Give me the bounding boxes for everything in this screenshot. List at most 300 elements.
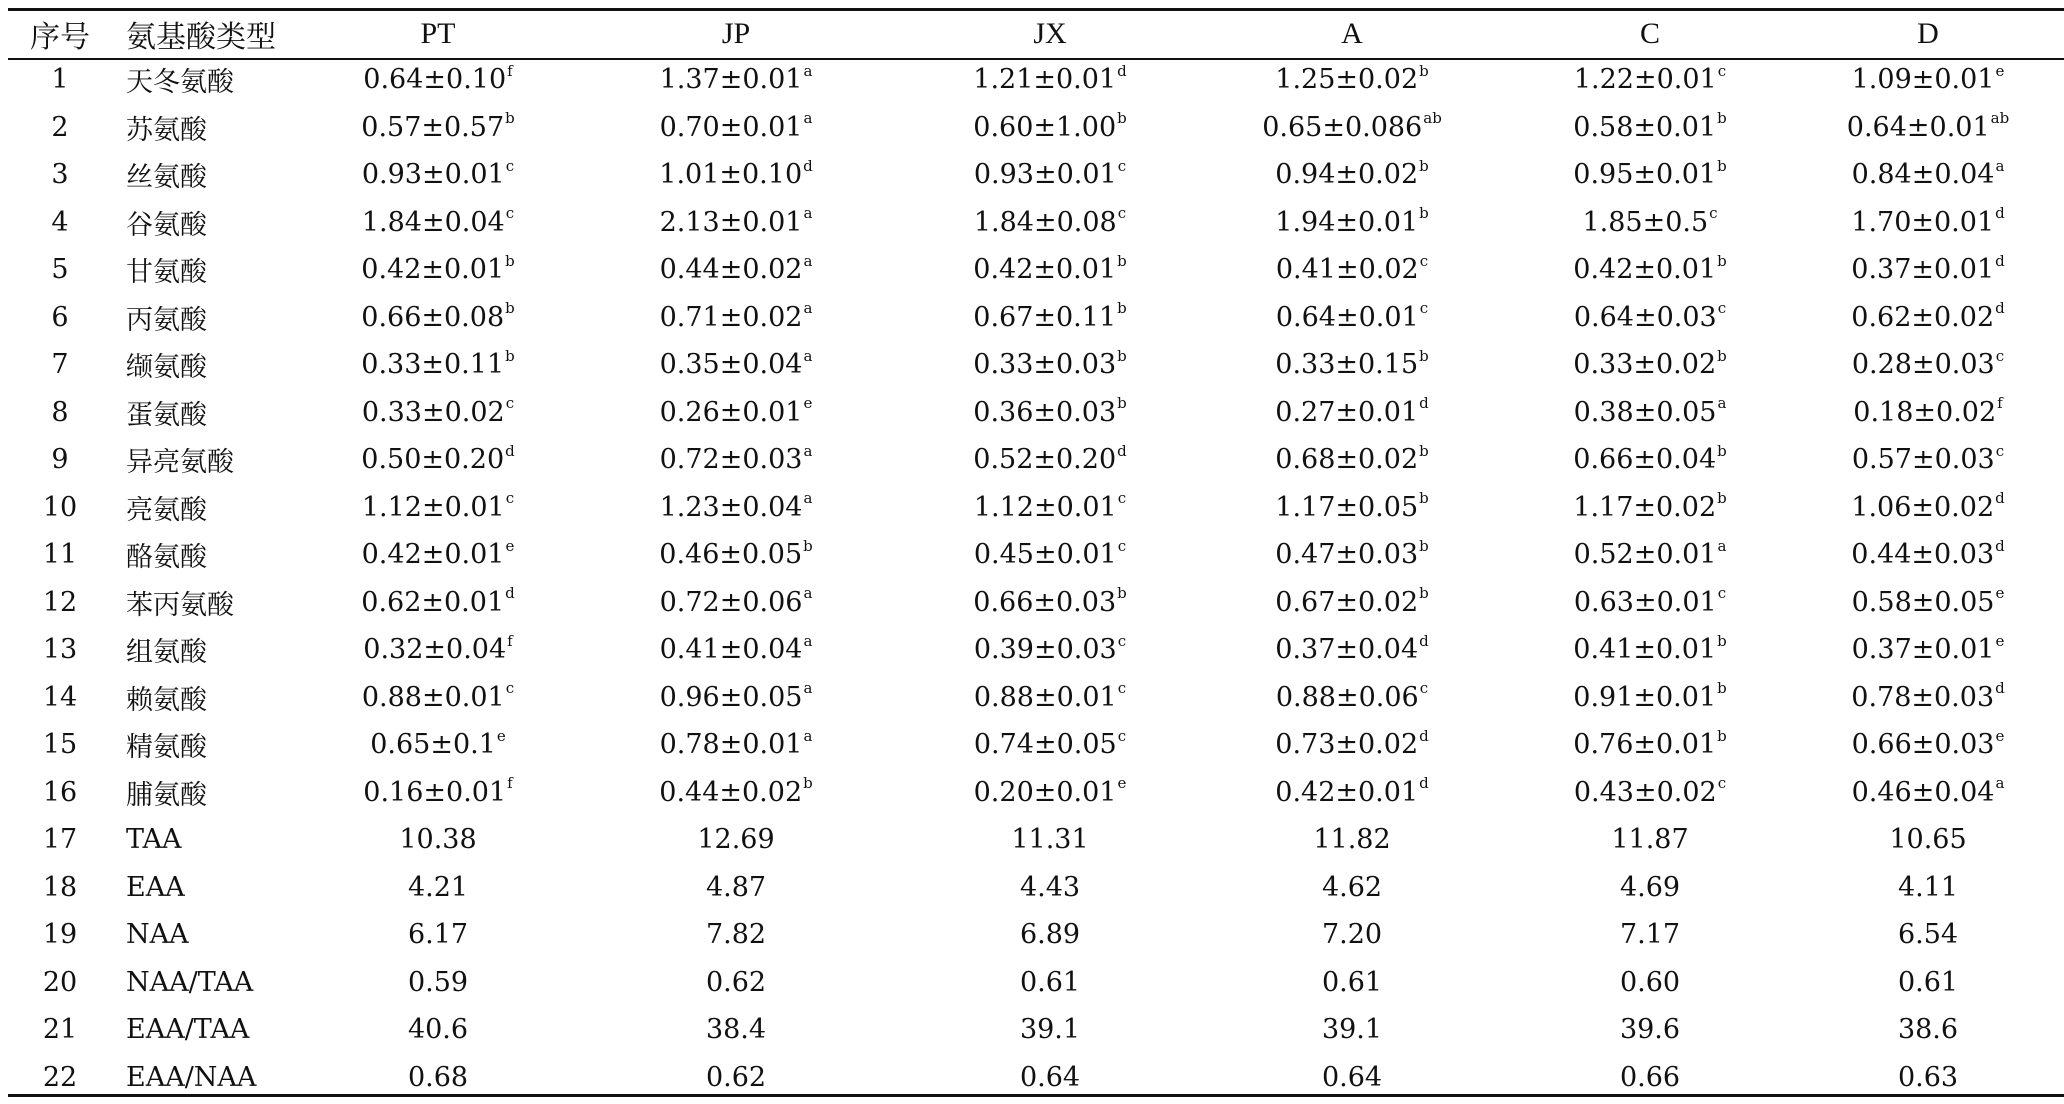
significance-letter: b	[1419, 346, 1429, 365]
significance-letter: b	[1717, 109, 1727, 128]
value-cell	[905, 389, 1195, 437]
value-cell	[1783, 911, 2064, 959]
significance-letter: b	[1419, 441, 1429, 460]
table-row	[0, 959, 2064, 1007]
value-text: 6.89	[1019, 919, 1081, 951]
value-text: 1.21±0.01	[973, 64, 1117, 96]
significance-letter: e	[1117, 774, 1127, 793]
value-text: 7.20	[1321, 919, 1383, 951]
value-cell	[905, 626, 1195, 674]
value-text: 1.23±0.04	[659, 491, 803, 523]
significance-letter: a	[1717, 394, 1727, 413]
value-text: 0.66±0.03	[973, 586, 1117, 618]
column-header: C	[1639, 16, 1660, 50]
value-text: 0.62	[705, 966, 767, 998]
value-cell	[905, 199, 1195, 247]
column-header: D	[1917, 16, 1939, 50]
value-cell	[1783, 1054, 2064, 1102]
row-number: 3	[51, 159, 69, 191]
value-cell	[905, 769, 1195, 817]
significance-letter: f	[507, 631, 513, 650]
value-text: 0.64±0.03	[1573, 301, 1717, 333]
significance-letter: c	[1117, 204, 1127, 223]
value-cell	[293, 911, 583, 959]
amino-acid-name: NAA/TAA	[126, 966, 254, 998]
significance-letter: a	[1995, 156, 2005, 175]
value-cell	[1207, 104, 1497, 152]
value-cell	[591, 816, 881, 864]
significance-letter: c	[1419, 299, 1429, 318]
value-text: 0.42±0.01	[361, 254, 505, 286]
value-text: 0.96±0.05	[659, 681, 803, 713]
row-number: 10	[42, 491, 78, 523]
significance-letter: d	[1995, 489, 2005, 508]
value-cell	[1207, 959, 1497, 1007]
value-cell	[293, 484, 583, 532]
value-text: 0.66	[1619, 1061, 1681, 1093]
significance-letter: c	[1717, 774, 1727, 793]
value-text: 0.36±0.03	[973, 396, 1117, 428]
value-cell	[591, 531, 881, 579]
value-text: 1.17±0.05	[1275, 491, 1419, 523]
significance-letter: c	[1117, 536, 1127, 555]
significance-letter: b	[505, 346, 515, 365]
significance-letter: b	[803, 774, 813, 793]
value-cell	[591, 294, 881, 342]
value-cell	[591, 959, 881, 1007]
value-text: 0.84±0.04	[1851, 159, 1995, 191]
value-text: 0.33±0.03	[973, 349, 1117, 381]
value-cell	[293, 151, 583, 199]
row-number: 7	[51, 349, 69, 381]
value-cell	[1505, 721, 1795, 769]
value-text: 0.91±0.01	[1573, 681, 1717, 713]
value-text: 1.84±0.08	[973, 206, 1117, 238]
value-cell	[1783, 626, 2064, 674]
row-number: 22	[42, 1061, 78, 1093]
value-cell	[591, 389, 881, 437]
value-text: 0.37±0.01	[1851, 634, 1995, 666]
value-text: 0.50±0.20	[361, 444, 505, 476]
value-cell	[591, 674, 881, 722]
significance-letter: a	[803, 251, 813, 270]
value-cell	[293, 531, 583, 579]
value-text: 0.64	[1019, 1061, 1081, 1093]
value-text: 0.44±0.02	[659, 776, 803, 808]
column-header: JP	[721, 16, 751, 50]
value-cell	[1783, 769, 2064, 817]
value-text: 0.66±0.08	[361, 301, 505, 333]
value-cell	[293, 816, 583, 864]
value-text: 0.46±0.05	[659, 539, 803, 571]
value-cell	[1505, 531, 1795, 579]
significance-letter: c	[1709, 204, 1718, 223]
value-cell	[1207, 341, 1497, 389]
row-number: 17	[42, 824, 78, 856]
significance-letter: b	[1717, 441, 1727, 460]
significance-letter: c	[1117, 679, 1127, 698]
value-text: 0.73±0.02	[1275, 729, 1419, 761]
value-text: 0.62±0.01	[361, 586, 505, 618]
value-cell	[905, 104, 1195, 152]
value-cell	[1505, 579, 1795, 627]
significance-letter: f	[507, 774, 513, 793]
value-cell	[905, 721, 1195, 769]
value-text: 0.47±0.03	[1275, 539, 1419, 571]
row-number: 20	[42, 966, 78, 998]
value-cell	[1505, 341, 1795, 389]
significance-letter: b	[1717, 346, 1727, 365]
value-cell	[1207, 816, 1497, 864]
value-text: 1.84±0.04	[361, 206, 505, 238]
value-text: 0.27±0.01	[1275, 396, 1419, 428]
row-number: 14	[42, 681, 78, 713]
significance-letter: c	[505, 204, 515, 223]
value-cell	[1505, 389, 1795, 437]
amino-acid-name: 酪氨酸	[126, 542, 207, 574]
value-text: 0.41±0.01	[1573, 634, 1717, 666]
significance-letter: b	[1419, 489, 1429, 508]
value-text: 0.65±0.086	[1262, 111, 1423, 143]
value-text: 0.58±0.05	[1851, 586, 1995, 618]
table-row	[0, 246, 2064, 294]
significance-letter: ab	[1990, 109, 2010, 128]
value-cell	[591, 341, 881, 389]
row-number: 15	[42, 729, 78, 761]
value-cell	[1505, 911, 1795, 959]
row-number: 9	[51, 444, 69, 476]
value-text: 1.85±0.5	[1582, 206, 1709, 238]
table-row	[0, 864, 2064, 912]
significance-letter: b	[803, 536, 813, 555]
value-cell	[591, 579, 881, 627]
value-cell	[293, 959, 583, 1007]
value-cell	[1505, 769, 1795, 817]
value-text: 1.25±0.02	[1275, 64, 1419, 96]
significance-letter: c	[1419, 679, 1429, 698]
significance-letter: a	[803, 299, 813, 318]
table-row	[0, 104, 2064, 152]
value-text: 0.78±0.01	[659, 729, 803, 761]
value-text: 0.20±0.01	[973, 776, 1117, 808]
significance-letter: d	[1995, 251, 2005, 270]
value-text: 4.69	[1619, 871, 1681, 903]
value-text: 0.62±0.02	[1851, 301, 1995, 333]
value-cell	[1207, 769, 1497, 817]
value-text: 0.71±0.02	[659, 301, 803, 333]
value-text: 0.64	[1321, 1061, 1383, 1093]
significance-letter: c	[1995, 346, 2005, 365]
significance-letter: b	[1117, 394, 1127, 413]
value-text: 1.22±0.01	[1573, 64, 1717, 96]
value-text: 4.87	[705, 871, 767, 903]
value-text: 1.12±0.01	[361, 491, 505, 523]
value-text: 1.37±0.01	[659, 64, 803, 96]
value-text: 0.72±0.03	[659, 444, 803, 476]
value-text: 0.63	[1897, 1061, 1959, 1093]
value-cell	[591, 246, 881, 294]
value-text: 39.1	[1321, 1014, 1383, 1046]
value-cell	[1505, 626, 1795, 674]
value-cell	[905, 1006, 1195, 1054]
significance-letter: a	[1995, 774, 2005, 793]
row-number: 8	[51, 396, 69, 428]
value-text: 1.94±0.01	[1275, 206, 1419, 238]
significance-letter: a	[803, 109, 813, 128]
significance-letter: c	[1419, 251, 1429, 270]
value-cell	[905, 341, 1195, 389]
value-cell	[293, 436, 583, 484]
value-text: 0.42±0.01	[361, 539, 505, 571]
value-cell	[905, 436, 1195, 484]
amino-acid-name: 异亮氨酸	[126, 447, 234, 479]
amino-acid-name: 苯丙氨酸	[126, 589, 234, 621]
value-cell	[1783, 864, 2064, 912]
significance-letter: d	[1995, 299, 2005, 318]
significance-letter: d	[1995, 536, 2005, 555]
table-row	[0, 294, 2064, 342]
amino-acid-name: 组氨酸	[126, 637, 207, 669]
significance-letter: b	[1419, 536, 1429, 555]
value-text: 0.33±0.15	[1275, 349, 1419, 381]
value-text: 1.01±0.10	[659, 159, 803, 191]
value-text: 0.64±0.10	[363, 64, 507, 96]
significance-letter: b	[1419, 204, 1429, 223]
amino-acid-name: 谷氨酸	[126, 209, 207, 241]
value-text: 0.94±0.02	[1275, 159, 1419, 191]
value-text: 0.42±0.01	[1573, 254, 1717, 286]
value-cell	[1783, 56, 2064, 104]
value-text: 0.78±0.03	[1851, 681, 1995, 713]
significance-letter: c	[1117, 156, 1127, 175]
column-header: PT	[420, 16, 456, 50]
amino-acid-name: 缬氨酸	[126, 352, 207, 384]
value-text: 0.58±0.01	[1573, 111, 1717, 143]
significance-letter: a	[803, 204, 813, 223]
row-number: 4	[51, 206, 69, 238]
value-text: 38.6	[1897, 1014, 1959, 1046]
value-cell	[591, 199, 881, 247]
table-row	[0, 769, 2064, 817]
value-cell	[591, 1006, 881, 1054]
value-text: 10.65	[1889, 824, 1967, 856]
value-cell	[591, 864, 881, 912]
significance-letter: d	[1419, 726, 1429, 745]
table-row	[0, 579, 2064, 627]
value-cell	[1207, 389, 1497, 437]
value-text: 1.06±0.02	[1851, 491, 1995, 523]
value-text: 0.39±0.03	[973, 634, 1117, 666]
value-text: 1.09±0.01	[1851, 64, 1995, 96]
value-cell	[293, 294, 583, 342]
significance-letter: c	[505, 394, 515, 413]
significance-letter: b	[1419, 584, 1429, 603]
value-cell	[1207, 246, 1497, 294]
significance-letter: d	[1117, 61, 1127, 80]
table-row	[0, 341, 2064, 389]
value-text: 1.17±0.02	[1573, 491, 1717, 523]
value-text: 0.59	[407, 966, 469, 998]
value-text: 0.52±0.01	[1573, 539, 1717, 571]
value-cell	[1783, 531, 2064, 579]
value-cell	[1783, 341, 2064, 389]
value-cell	[1207, 864, 1497, 912]
value-text: 0.60	[1619, 966, 1681, 998]
significance-letter: c	[1117, 726, 1127, 745]
table-row	[0, 1006, 2064, 1054]
amino-acid-name: NAA	[126, 919, 189, 951]
value-cell	[905, 864, 1195, 912]
value-cell	[1505, 151, 1795, 199]
amino-acid-name: 脯氨酸	[126, 779, 207, 811]
value-cell	[1207, 151, 1497, 199]
value-cell	[1207, 674, 1497, 722]
value-text: 0.67±0.11	[973, 301, 1117, 333]
value-cell	[1207, 199, 1497, 247]
significance-letter: a	[803, 489, 813, 508]
value-text: 40.6	[407, 1014, 469, 1046]
significance-letter: c	[1717, 61, 1727, 80]
value-text: 0.93±0.01	[973, 159, 1117, 191]
value-cell	[1207, 579, 1497, 627]
value-cell	[905, 1054, 1195, 1102]
value-cell	[293, 579, 583, 627]
value-text: 0.88±0.01	[973, 681, 1117, 713]
value-cell	[1207, 531, 1497, 579]
row-number: 16	[42, 776, 78, 808]
value-text: 0.68±0.02	[1275, 444, 1419, 476]
value-cell	[293, 199, 583, 247]
value-text: 0.57±0.03	[1851, 444, 1995, 476]
significance-letter: b	[1717, 251, 1727, 270]
value-cell	[1783, 674, 2064, 722]
value-cell	[1783, 579, 2064, 627]
significance-letter: b	[1117, 584, 1127, 603]
significance-letter: a	[803, 441, 813, 460]
table-row	[0, 56, 2064, 104]
value-cell	[293, 769, 583, 817]
value-cell	[905, 816, 1195, 864]
value-text: 7.82	[705, 919, 767, 951]
table-row	[0, 816, 2064, 864]
column-header: JX	[1033, 16, 1067, 50]
value-text: 0.46±0.04	[1851, 776, 1995, 808]
value-text: 0.93±0.01	[361, 159, 505, 191]
table-row	[0, 1054, 2064, 1102]
table-row	[0, 151, 2064, 199]
value-text: 10.38	[399, 824, 477, 856]
value-cell	[905, 531, 1195, 579]
value-text: 0.37±0.04	[1275, 634, 1419, 666]
significance-letter: b	[1117, 251, 1127, 270]
value-text: 0.38±0.05	[1573, 396, 1717, 428]
value-cell	[1207, 911, 1497, 959]
row-number: 6	[51, 301, 69, 333]
value-text: 0.32±0.04	[363, 634, 507, 666]
value-text: 0.41±0.02	[1275, 254, 1419, 286]
row-number: 2	[51, 111, 69, 143]
value-text: 7.17	[1619, 919, 1681, 951]
value-cell	[591, 769, 881, 817]
row-number: 19	[42, 919, 78, 951]
value-text: 4.62	[1321, 871, 1383, 903]
table-row	[0, 531, 2064, 579]
significance-letter: b	[1117, 109, 1127, 128]
value-text: 6.54	[1897, 919, 1959, 951]
amino-acid-name: 蛋氨酸	[126, 399, 207, 431]
significance-letter: c	[505, 489, 515, 508]
value-text: 0.61	[1321, 966, 1383, 998]
value-text: 39.6	[1619, 1014, 1681, 1046]
significance-letter: e	[1995, 61, 2005, 80]
significance-letter: d	[1995, 679, 2005, 698]
column-header: A	[1341, 16, 1363, 50]
value-text: 0.88±0.06	[1275, 681, 1419, 713]
significance-letter: a	[803, 584, 813, 603]
value-text: 0.65±0.1	[370, 729, 496, 761]
value-cell	[1505, 199, 1795, 247]
significance-letter: e	[1995, 726, 2005, 745]
value-text: 0.52±0.20	[973, 444, 1117, 476]
value-cell	[1505, 959, 1795, 1007]
significance-letter: f	[1997, 394, 2003, 413]
value-text: 0.44±0.02	[659, 254, 803, 286]
amino-acid-name: 天冬氨酸	[126, 67, 234, 99]
value-text: 0.95±0.01	[1573, 159, 1717, 191]
significance-letter: d	[1419, 774, 1429, 793]
significance-letter: b	[1717, 489, 1727, 508]
value-cell	[293, 341, 583, 389]
value-cell	[591, 151, 881, 199]
value-text: 0.26±0.01	[659, 396, 803, 428]
value-cell	[1783, 104, 2064, 152]
significance-letter: e	[496, 726, 506, 745]
value-cell	[293, 626, 583, 674]
amino-acid-name: EAA/NAA	[126, 1061, 257, 1093]
value-text: 0.43±0.02	[1573, 776, 1717, 808]
value-cell	[1207, 721, 1497, 769]
value-cell	[1207, 294, 1497, 342]
value-cell	[1505, 56, 1795, 104]
significance-letter: d	[505, 584, 515, 603]
value-text: 0.64±0.01	[1846, 111, 1990, 143]
value-cell	[591, 1054, 881, 1102]
value-cell	[905, 484, 1195, 532]
value-cell	[1207, 56, 1497, 104]
value-text: 0.64±0.01	[1275, 301, 1419, 333]
value-cell	[1505, 864, 1795, 912]
significance-letter: b	[1717, 156, 1727, 175]
value-cell	[1207, 484, 1497, 532]
significance-letter: b	[1717, 726, 1727, 745]
amino-acid-name: 亮氨酸	[126, 494, 207, 526]
value-text: 11.31	[1011, 824, 1089, 856]
value-text: 0.16±0.01	[363, 776, 507, 808]
row-number: 1	[51, 64, 69, 96]
value-cell	[591, 911, 881, 959]
significance-letter: d	[505, 441, 515, 460]
row-number: 5	[51, 254, 69, 286]
value-text: 6.17	[407, 919, 469, 951]
value-text: 2.13±0.01	[659, 206, 803, 238]
value-cell	[1207, 626, 1497, 674]
significance-letter: c	[1117, 631, 1127, 650]
significance-letter: c	[1717, 299, 1727, 318]
value-text: 0.61	[1019, 966, 1081, 998]
value-cell	[1505, 436, 1795, 484]
value-cell	[1783, 294, 2064, 342]
value-cell	[905, 674, 1195, 722]
